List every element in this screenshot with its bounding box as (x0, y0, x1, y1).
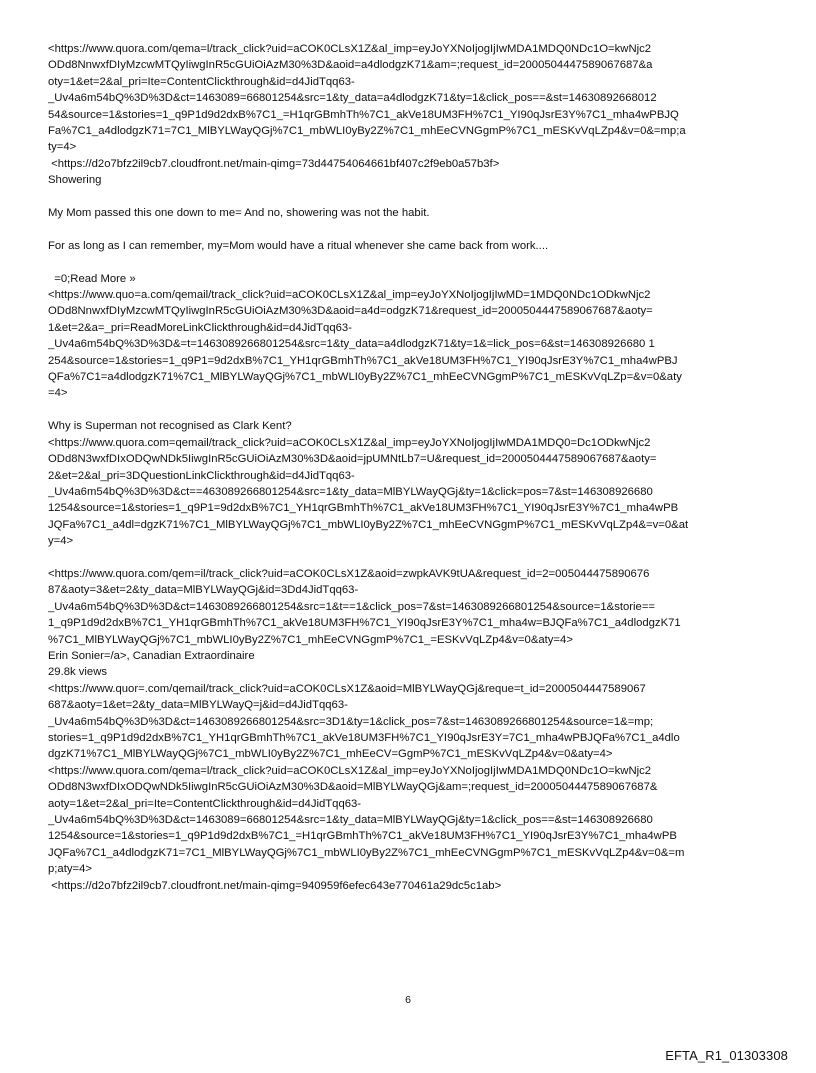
answer-click-link[interactable] (48, 681, 776, 763)
text-line: y=4> (48, 535, 74, 548)
image-link-2[interactable] (48, 878, 776, 894)
text-line: _Uv4a6m54bQ%3D%3D&ct=1463089266801254&src=3D1&ty=1&click_pos=7&st=1463089266801254&source=1&=mp; (48, 715, 654, 728)
text-line: 87&aoty=3&et=2&ty_data=MlBYLWayQGj&id=3Dd4JidTqq63- (48, 584, 359, 597)
text-line: My Mom passed this one down to me= And no, showering was not the habit. (48, 207, 430, 220)
text-line: Fa%7C1_a4dlodgzK71=7C1_MlBYLWayQGj%7C1_mbWLI0yBy2Z%7C1_mhEeCVNGgmP%7C1_mESKvVqLZp4&v=0&=mp;a (48, 125, 686, 138)
text-line: <https://www.quora.com=qemail/track_click?uid=aCOK0CLsX1Z&al_imp=eyJoYXNoIjogIjIwMDA1MDQ0=Dc1ODkwNjc2 (48, 436, 651, 449)
text-line: 1254&source=1&stories=1_q9P1=9d2dxB%7C1_YH1qrGBmhTh%7C1_akVe18UM3FH%7C1_YI90qJsrE3Y%7C1_mha4wPB (48, 502, 679, 515)
text-line: _Uv4a6m54bQ%3D%3D&=t=1463089266801254&src=1&ty_data=a4dlodgzK71&ty=1&=lick_pos=6&st=146308926680 1 (48, 338, 655, 351)
text-line: 1254&source=1&stories=1_q9P1d9d2dxB%7C1_=H1qrGBmhTh%7C1_akVe18UM3FH%7C1_YI90qJsrE3Y%7C1_mha4wPB (48, 830, 677, 843)
text-line: dgzK71%7C1_MlBYLWayQGj%7C1_mbWLI0yBy2Z%7C1_mhEeCV=GgmP%7C1_mESKvVqLZp4&v=0&aty=4> (48, 748, 613, 761)
text-line: For as long as I can remember, my=Mom would have a ritual whenever she came back from work.... (48, 239, 549, 252)
gap (48, 221, 776, 237)
text-line: JQFa%7C1_a4dl=dgzK71%7C1_MlBYLWayQGj%7C1_mbWLI0yBy2Z%7C1_mhEeCVNGgmP%7C1_mESKvVqLZp4&=v=0&at (48, 518, 689, 531)
text-line: _Uv4a6m54bQ%3D%3D&ct=1463089=66801254&src=1&ty_data=MlBYLWayQGj&ty=1&click_pos==&st=146308926680 (48, 814, 653, 827)
text-line: ty=4> (48, 141, 77, 154)
text-line: 54&source=1&stories=1_q9P1d9d2dxB%7C1_=H1qrGBmhTh%7C1_akVe18UM3FH%7C1_YI90qJsrE3Y%7C1_mha4wPBJQ (48, 108, 679, 121)
text-line: <https://www.quora.com/qema=l/track_click?uid=aCOK0CLsX1Z&al_imp=eyJoYXNoIjogIjIwMDA1MDQ0NDc1O=kwNjc2 (48, 43, 652, 55)
text-line: 1_q9P1d9d2dxB%7C1_YH1qrGBmhTh%7C1_akVe18UM3FH%7C1_YI90qJsrE3Y%7C1_mha4w=BJQFa%7C1_a4dlodgzK71 (48, 617, 681, 630)
text-line: 1&et=2&a=_pri=ReadMoreLinkClickthrough&id=d4JidTqq63- (48, 321, 352, 334)
story-title (48, 172, 776, 188)
story-paragraph-1 (48, 205, 776, 221)
text-line: Why is Superman not recognised as Clark Kent? (48, 420, 292, 433)
text-line: _Uv4a6m54bQ%3D%3D&ct==463089266801254&src=1&ty_data=MlBYLWayQGj&ty=1&click=pos=7&st=146308926680 (48, 485, 653, 498)
text-line: <https://www.quor=.com/qemail/track_click?uid=aCOK0CLsX1Z&aoid=MlBYLWayQGj&reque=t_id=2000504447589067 (48, 682, 646, 695)
text-line: <https://d2o7bfz2il9cb7.cloudfront.net/main-qimg=940959f6efec643e770461a29dc5c1ab> (48, 879, 502, 892)
text-line: %7C1_MlBYLWayQGj%7C1_mbWLI0yBy2Z%7C1_mhEeCVNGgmP%7C1_=ESKvVqLZp4&v=0&aty=4> (48, 633, 573, 646)
text-line: ODd8N3wxfDIxODQwNDk5IiwgInR5cGUiOiAzM30%3D&aoid=MlBYLWayQGj&am=;request_id=2000504447589067687& (48, 781, 658, 794)
gap (48, 254, 776, 270)
content-click-link-2[interactable] (48, 763, 776, 878)
image-link-1[interactable] (48, 156, 776, 172)
page-number: 6 (405, 994, 411, 1006)
gap (48, 550, 776, 566)
text-line: 29.8k views (48, 666, 108, 679)
text-line: QFa%7C1=a4dlodgzK71%7C1_MlBYLWayQGj%7C1_mbWLI0yBy2Z%7C1_mhEeCVNGgmP%7C1_mESKvVqLZp=&v=0&aty (48, 371, 682, 384)
document-id: EFTA_R1_01303308 (665, 1048, 788, 1063)
text-line: ODd8N3wxfDIxODQwNDk5IiwgInR5cGUiOiAzM30%3D&aoid=jpUMNtLb7=U&request_id=2000504447589067687&aoty= (48, 453, 657, 466)
text-line: p;aty=4> (48, 863, 92, 876)
gap (48, 402, 776, 418)
text-line: JQFa%7C1_a4dlodgzK71=7C1_MlBYLWayQGj%7C1_mbWLI0yBy2Z%7C1_mhEeCVNGgmP%7C1_mESKvVqLZp4&v=0&=m (48, 846, 685, 859)
text-line: ODd8NnwxfDIyMzcwMTQyIiwgInR5cGUiOiAzM30%3D&aoid=a4dlodgzK71&am=;request_id=2000504447589067687&a (48, 59, 653, 72)
text-line: 254&source=1&stories=1_q9P1=9d2dxB%7C1_YH1qrGBmhTh%7C1_akVe18UM3FH%7C1_YI90qJsrE3Y%7C1_mha4wPBJ (48, 354, 678, 367)
text-line: =0;Read More » (48, 272, 136, 285)
text-line: =4> (48, 387, 68, 400)
answer-author-link[interactable] (48, 566, 776, 681)
text-line: oty=1&et=2&al_pri=Ite=ContentClickthrough&id=d4JidTqq63- (48, 75, 355, 88)
text-line: _Uv4a6m54bQ%3D%3D&ct=1463089266801254&src=1&t==1&click_pos=7&st=1463089266801254&source=1&storie== (48, 600, 656, 613)
document-body (48, 41, 776, 894)
question-link[interactable] (48, 418, 776, 549)
gap (48, 189, 776, 205)
text-line: Showering (48, 174, 102, 187)
read-more-link[interactable] (48, 271, 776, 402)
content-click-link-1[interactable] (48, 41, 776, 156)
text-line: <https://www.quora.com/qema=l/track_click?uid=aCOK0CLsX1Z&al_imp=eyJoYXNoIjogIjIwMDA1MDQ0NDc1O=kwNjc2 (48, 764, 652, 777)
text-line: <https://www.quo=a.com/qemail/track_click?uid=aCOK0CLsX1Z&al_imp=eyJoYXNoIjogIjIwMD=1MDQ0NDc1ODkwNjc2 (48, 289, 651, 302)
text-line: <https://d2o7bfz2il9cb7.cloudfront.net/main-qimg=73d44754064661bf407c2f9eb0a57b3f> (48, 157, 500, 170)
text-line: 2&et=2&al_pri=3DQuestionLinkClickthrough&id=d4JidTqq63- (48, 469, 355, 482)
text-line: aoty=1&et=2&al_pri=Ite=ContentClickthrough&id=d4JidTqq63- (48, 797, 362, 810)
story-paragraph-2 (48, 238, 776, 254)
text-line: ODd8NnwxfDIyMzcwMTQyIiwgInR5cGUiOiAzM30%3D&aoid=a4d=odgzK71&request_id=2000504447589067687&aoty= (48, 305, 653, 318)
text-line: Erin Sonier=/a>, Canadian Extraordinaire (48, 649, 255, 662)
text-line: 687&aoty=1&et=2&ty_data=MlBYLWayQ=j&id=d4JidTqq63- (48, 699, 348, 712)
text-line: <https://www.quora.com/qem=il/track_click?uid=aCOK0CLsX1Z&aoid=zwpkAVK9tUA&request_id=2=005044475890676 (48, 567, 650, 580)
text-line: stories=1_q9P1d9d2dxB%7C1_YH1qrGBmhTh%7C1_akVe18UM3FH%7C1_YI90qJsrE3Y=7C1_mha4wPBJQFa%7C1_a4dlo (48, 731, 680, 744)
text-line: _Uv4a6m54bQ%3D%3D&ct=1463089=66801254&src=1&ty_data=a4dlodgzK71&ty=1&click_pos==&st=14630892668012 (48, 92, 657, 105)
